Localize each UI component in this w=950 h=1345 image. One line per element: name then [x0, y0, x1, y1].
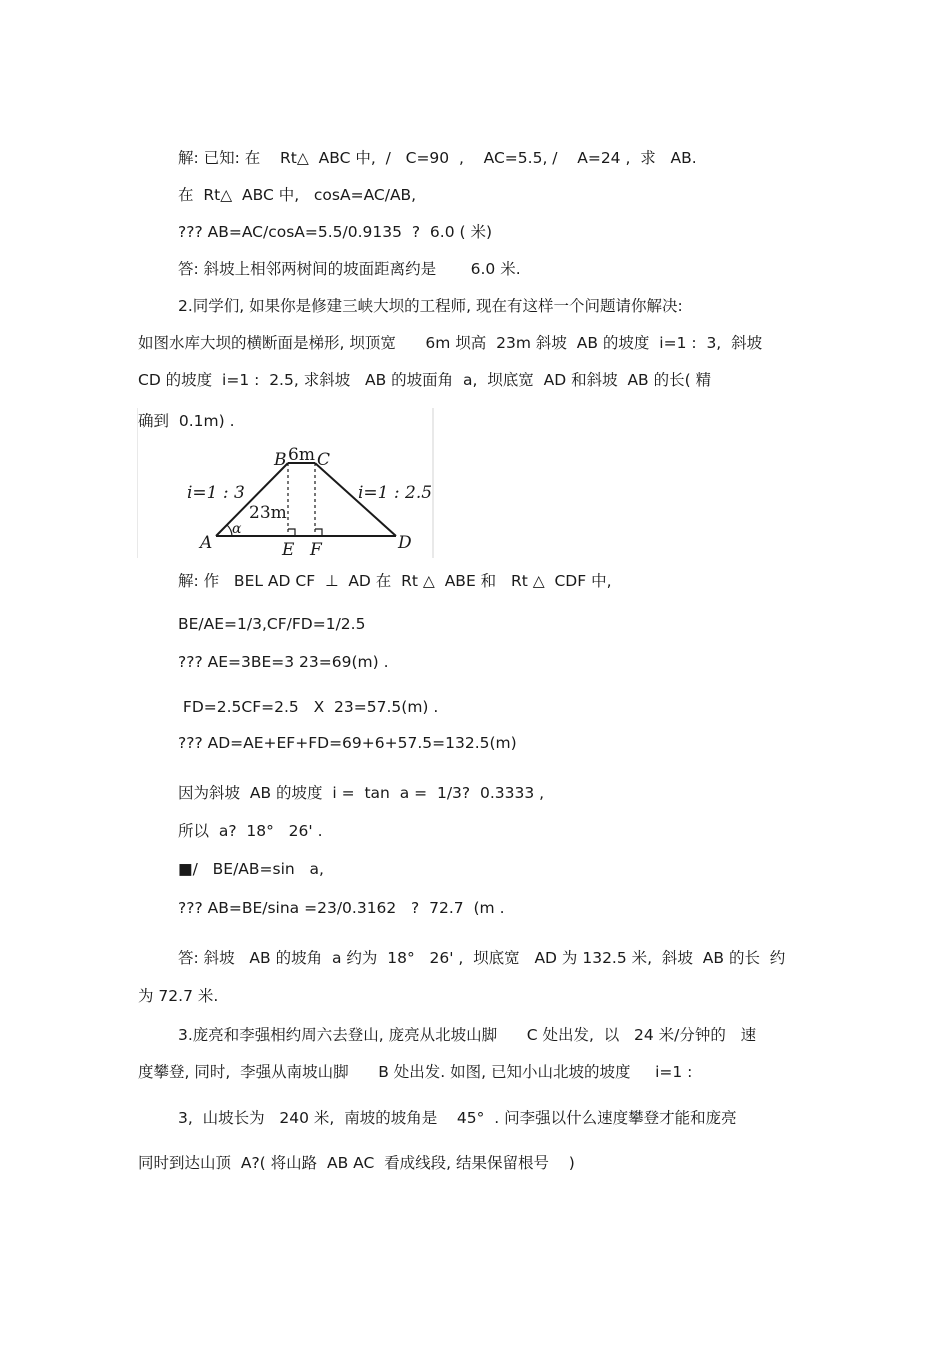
text-line: BE/AE=1/3,CF/FD=1/2.5: [178, 615, 366, 633]
angle-alpha-label: α: [232, 521, 242, 537]
text-line: 答: 斜坡 AB 的坡角 a 约为 18° 26' , 坝底宽 AD 为 132.5 米, 斜坡 AB 的长 约: [178, 949, 786, 967]
top-width-label: 6m: [288, 445, 315, 465]
text-line: 因为斜坡 AB 的坡度 i = tan a = 1/3? 0.3333 ,: [178, 784, 545, 802]
left-slope-label: i=1 : 3: [187, 483, 245, 503]
text-line: 2.同学们, 如果你是修建三峡大坝的工程师, 现在有这样一个问题请你解决:: [178, 297, 683, 315]
right-angle-F: [315, 529, 322, 536]
text-line: 如图水库大坝的横断面是梯形, 坝顶宽 6m 坝高 23m 斜坡 AB 的坡度 i=1 : 3, 斜坡: [138, 334, 763, 352]
height-label: 23m: [249, 503, 287, 523]
text-line: ■/ BE/AB=sin a,: [178, 860, 324, 878]
text-line: ??? AB=AC/cosA=5.5/0.9135 ? 6.0 ( 米): [178, 223, 493, 241]
right-slope-label: i=1 : 2.5: [358, 483, 433, 503]
point-E-label: E: [282, 540, 295, 558]
trapezoid-dam-figure: [137, 408, 437, 558]
point-C-label: C: [317, 450, 331, 470]
text-line: 同时到达山顶 A?( 将山路 AB AC 看成线段, 结果保留根号 ): [138, 1154, 575, 1172]
text-line: FD=2.5CF=2.5 X 23=57.5(m) .: [178, 698, 439, 716]
point-F-label: F: [310, 540, 322, 558]
text-line: 3.庞亮和李强相约周六去登山, 庞亮从北坡山脚 C 处出发, 以 24 米/分钟的 速: [178, 1026, 757, 1044]
text-line: ??? AE=3BE=3 23=69(m) .: [178, 653, 389, 671]
text-line: ??? AB=BE/sina =23/0.3162 ? 72.7 (m .: [178, 899, 505, 917]
point-A-label: A: [200, 533, 213, 553]
text-line: ??? AD=AE+EF+FD=69+6+57.5=132.5(m): [178, 734, 517, 752]
text-line: 确到 0.1m) .: [138, 412, 235, 430]
point-D-label: D: [398, 533, 412, 553]
right-angle-E: [288, 529, 295, 536]
point-B-label: B: [274, 450, 287, 470]
text-line: 度攀登, 同时, 李强从南坡山脚 B 处出发. 如图, 已知小山北坡的坡度 i=1 :: [138, 1063, 693, 1081]
text-line: 答: 斜坡上相邻两树间的坡面距离约是 6.0 米.: [178, 260, 521, 278]
text-line: 解: 已知: 在 Rt△ ABC 中, / C=90 , AC=5.5, / A=24 , 求 AB.: [178, 149, 697, 167]
text-line: 所以 a? 18° 26' .: [178, 822, 323, 840]
text-line: CD 的坡度 i=1 : 2.5, 求斜坡 AB 的坡面角 a, 坝底宽 AD 和斜坡 AB 的长( 精: [138, 371, 712, 389]
text-line: 为 72.7 米.: [138, 987, 219, 1005]
text-line: 解: 作 BEL AD CF ⊥ AD 在 Rt △ ABE 和 Rt △ CDF 中,: [178, 572, 612, 590]
text-line: 在 Rt△ ABC 中, cosA=AC/AB,: [178, 186, 417, 204]
text-line: 3, 山坡长为 240 米, 南坡的坡角是 45° . 问李强以什么速度攀登才能和庞亮: [178, 1109, 737, 1127]
trapezoid-svg: [137, 408, 437, 558]
